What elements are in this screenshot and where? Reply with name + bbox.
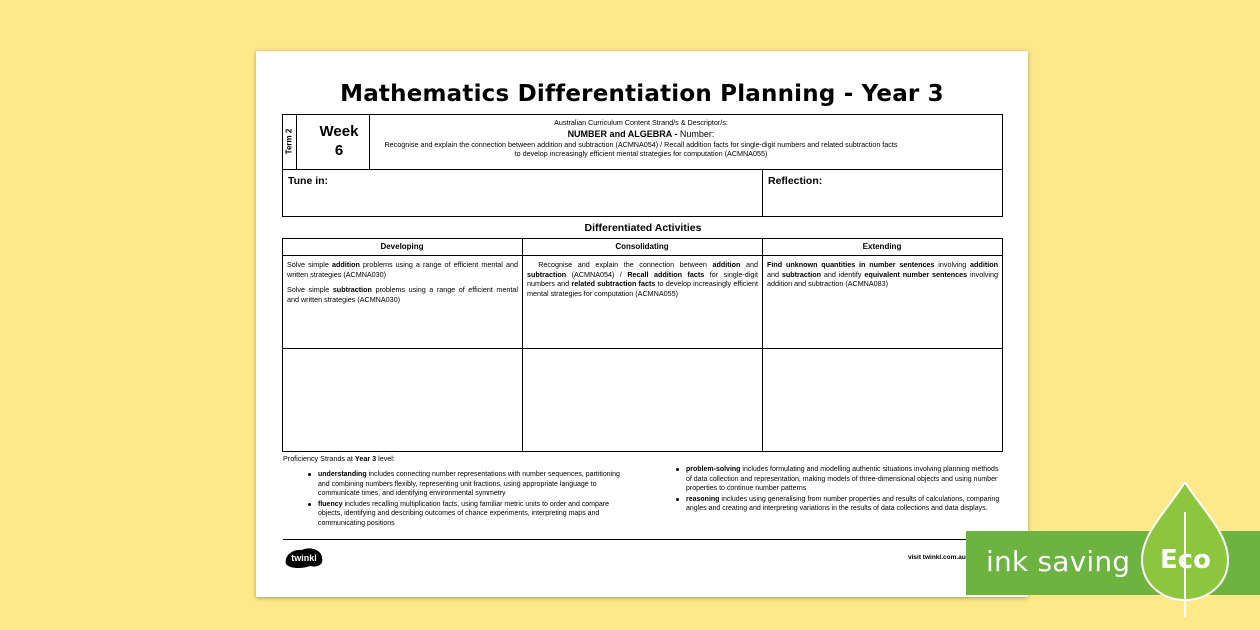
extending-cell: Find unknown quantities in number sentences involving addition and subtraction and identify equivalent number sentences involving addition and subtraction (ACMNA083) xyxy=(767,260,998,289)
footer-divider xyxy=(283,539,1003,540)
list-item: understanding includes connecting number representations with number sequences, partitioning and combining numbers flexibly, representing unit fractions, using appropriate language to communicate times, and identifying environmental symmetry xyxy=(308,470,628,499)
page-title: Mathematics Differentiation Planning - Year 3 xyxy=(340,81,944,107)
svg-text:twinkl: twinkl xyxy=(291,553,317,563)
tune-in-label: Tune in: xyxy=(288,175,329,187)
developing-cell: Solve simple addition problems using a range of efficient mental and written strategies (ACMNA030) Solve simple subtraction problems using a range of efficient mental and written strategies (ACMNA030) xyxy=(287,260,518,304)
eco-label: Eco xyxy=(1160,545,1212,575)
list-item: fluency includes recalling multiplication facts, using familiar metric units to order and compare objects, identifying and describing outcomes of chance experiments, interpreting maps and communicating positions xyxy=(308,500,628,529)
differentiated-activities-heading: Differentiated Activities xyxy=(584,222,702,234)
tune-in-box xyxy=(282,169,1003,217)
column-header-consolidating: Consolidating xyxy=(615,242,669,251)
consolidating-cell: Recognise and explain the connection between addition and subtraction (ACMNA054) / Recall addition facts for single-digit numbers and related subtraction facts to develop increasingly efficient mental strategies for computation (ACMNA055) xyxy=(527,260,758,298)
divider xyxy=(282,348,1003,349)
proficiency-list-right xyxy=(676,465,1001,515)
proficiency-intro: Proficiency Strands at Year 3 level: xyxy=(283,454,395,463)
list-item: problem-solving includes formulating and modelling authentic situations involving planning methods of data collection and representation, making models of three-dimensional objects and using number properties to continue number patterns xyxy=(676,465,1001,494)
term-label: Term 2 xyxy=(284,128,294,154)
twinkl-logo xyxy=(282,544,326,570)
divider xyxy=(762,169,763,217)
worksheet-preview xyxy=(256,51,1028,597)
divider xyxy=(296,114,297,170)
column-header-extending: Extending xyxy=(862,242,902,251)
reflection-label: Reflection: xyxy=(768,175,823,187)
column-header-developing: Developing xyxy=(380,242,424,251)
curriculum-descriptor: Australian Curriculum Content Strand/s & Descriptor/s: NUMBER and ALGEBRA - Number: Recognise and explain the connection between addition and subtraction (ACMNA054) / Recall addition facts for single-digit numbers and related subtraction facts to develop increasingly efficient mental strategies for computation (ACMNA055) xyxy=(384,118,898,158)
week-label: Week 6 xyxy=(319,123,359,159)
divider xyxy=(762,238,763,452)
list-item: reasoning includes using generalising from number properties and results of calculations, comparing angles and creating and interpreting variations in the results of data collections and data displays. xyxy=(676,495,1001,514)
divider xyxy=(282,255,1003,256)
visit-url: visit twinkl.com.au xyxy=(908,554,966,561)
proficiency-list-left xyxy=(308,470,628,530)
divider xyxy=(522,238,523,452)
ink-saving-label: ink saving xyxy=(986,545,1131,578)
